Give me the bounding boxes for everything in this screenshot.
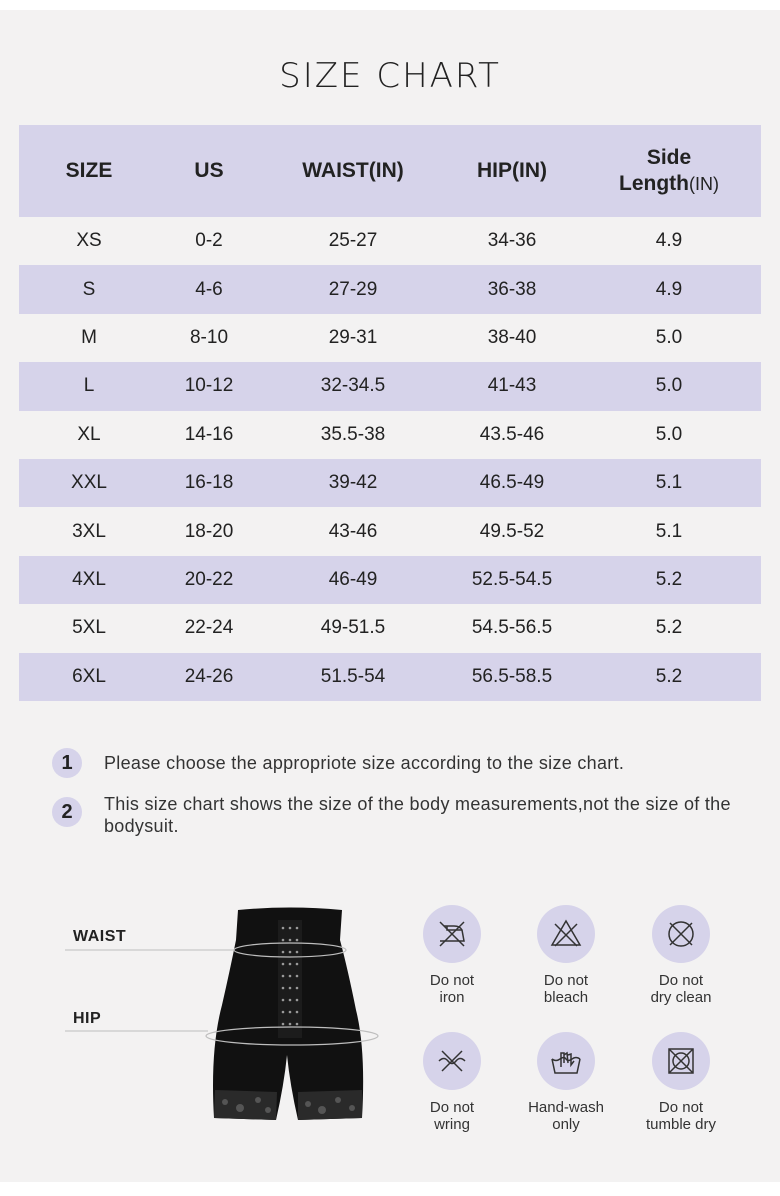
cell-us: 16-18 [159,459,259,507]
cell-us: 4-6 [159,265,259,313]
cell-hip: 46.5-49 [447,459,577,507]
header-size: SIZE [19,125,159,217]
cell-side-length: 4.9 [577,265,761,313]
cell-size: 4XL [19,556,159,604]
cell-us: 10-12 [159,362,259,410]
cell-side-length: 5.2 [577,653,761,701]
note-number-badge: 2 [52,797,82,827]
cell-us: 20-22 [159,556,259,604]
cell-side-length: 5.1 [655,520,683,542]
care-item-no-bleach [511,905,621,1006]
header-side-unit: (IN) [688,174,719,194]
cell-waist: 43-46 [328,520,378,542]
care-label-line1: Do not [658,1099,704,1116]
care-item-no-iron [397,905,507,1006]
care-label-line1: Do not [429,1099,475,1116]
care-label-line1: Hand-wash [528,1099,604,1116]
no-wring-icon [423,1032,481,1090]
care-label-line2: tumble dry [645,1116,717,1133]
cell-size: XL [77,423,101,445]
cell-hip: 52.5-54.5 [447,556,577,604]
header-hip: HIP(IN) [447,125,577,217]
care-item-no-dry-clean [626,905,736,1006]
cell-waist: 46-49 [259,556,447,604]
cell-side-length: 5.0 [577,362,761,410]
cell-hip: 43.5-46 [479,423,545,445]
cell-hip: 56.5-58.5 [447,653,577,701]
cell-us: 8-10 [189,326,229,348]
size-chart-page [0,10,780,1182]
care-label-line2: bleach [543,989,589,1006]
cell-us: 22-24 [184,617,234,639]
cell-size: 3XL [72,520,106,542]
note-text: This size chart shows the size of the body measurements,not the size of the bodysuit. [104,794,731,836]
care-label-line2: dry clean [650,989,712,1006]
cell-size: M [81,326,97,348]
care-label-line2: iron [439,989,465,1006]
cell-waist: 32-34.5 [259,362,447,410]
cell-side-length: 5.0 [655,326,683,348]
cell-us: 14-16 [184,423,234,445]
cell-size: 6XL [19,653,159,701]
cell-waist: 27-29 [259,265,447,313]
no-iron-icon [423,905,481,963]
cell-hip: 49.5-52 [479,520,545,542]
cell-side-length: 5.2 [577,556,761,604]
header-us: US [159,125,259,217]
cell-side-length: 4.9 [655,230,683,252]
note-number-badge: 1 [52,748,82,778]
header-side-line2: Length [619,172,689,195]
care-item-no-tumble-dry [626,1032,736,1133]
hook-panel [278,920,302,1038]
no-bleach-icon [537,905,595,963]
cell-size: XS [76,230,102,252]
care-item-hand-wash [511,1032,621,1133]
hand-wash-icon [537,1032,595,1090]
cell-waist: 49-51.5 [320,617,386,639]
cell-us: 18-20 [184,520,234,542]
cell-waist: 39-42 [259,459,447,507]
cell-hip: 36-38 [447,265,577,313]
cell-us: 0-2 [195,230,223,252]
care-label-line1: Do not [429,972,475,989]
page-title: SIZE CHART [279,56,501,96]
cell-side-length: 5.1 [577,459,761,507]
care-label-line1: Do not [658,972,704,989]
cell-waist: 25-27 [328,230,378,252]
cell-size: L [19,362,159,410]
care-label-line2: only [552,1116,580,1133]
cell-us: 24-26 [159,653,259,701]
no-tumble-dry-icon [652,1032,710,1090]
lace-left [214,1090,277,1120]
header-waist: WAIST(IN) [259,125,447,217]
cell-hip: 54.5-56.5 [471,617,553,639]
care-item-no-wring [397,1032,507,1133]
cell-size: XXL [19,459,159,507]
cell-side-length: 5.2 [655,617,683,639]
cell-hip: 38-40 [487,326,537,348]
cell-side-length: 5.0 [655,423,683,445]
no-dry-clean-icon [652,905,710,963]
cell-waist: 51.5-54 [259,653,447,701]
care-label-line1: Do not [543,972,589,989]
cell-size: 5XL [72,617,106,639]
note-text: Please choose the appropriote size according to the size chart. [104,753,625,773]
cell-waist: 35.5-38 [320,423,386,445]
cell-size: S [19,265,159,313]
cell-waist: 29-31 [328,326,378,348]
header-side-line1: Side [646,146,692,169]
care-label-line2: wring [434,1116,470,1133]
shapewear-illustration [0,10,780,1182]
hip-label: HIP [73,1010,102,1027]
waist-label: WAIST [73,928,127,945]
cell-hip: 34-36 [487,230,537,252]
cell-hip: 41-43 [447,362,577,410]
